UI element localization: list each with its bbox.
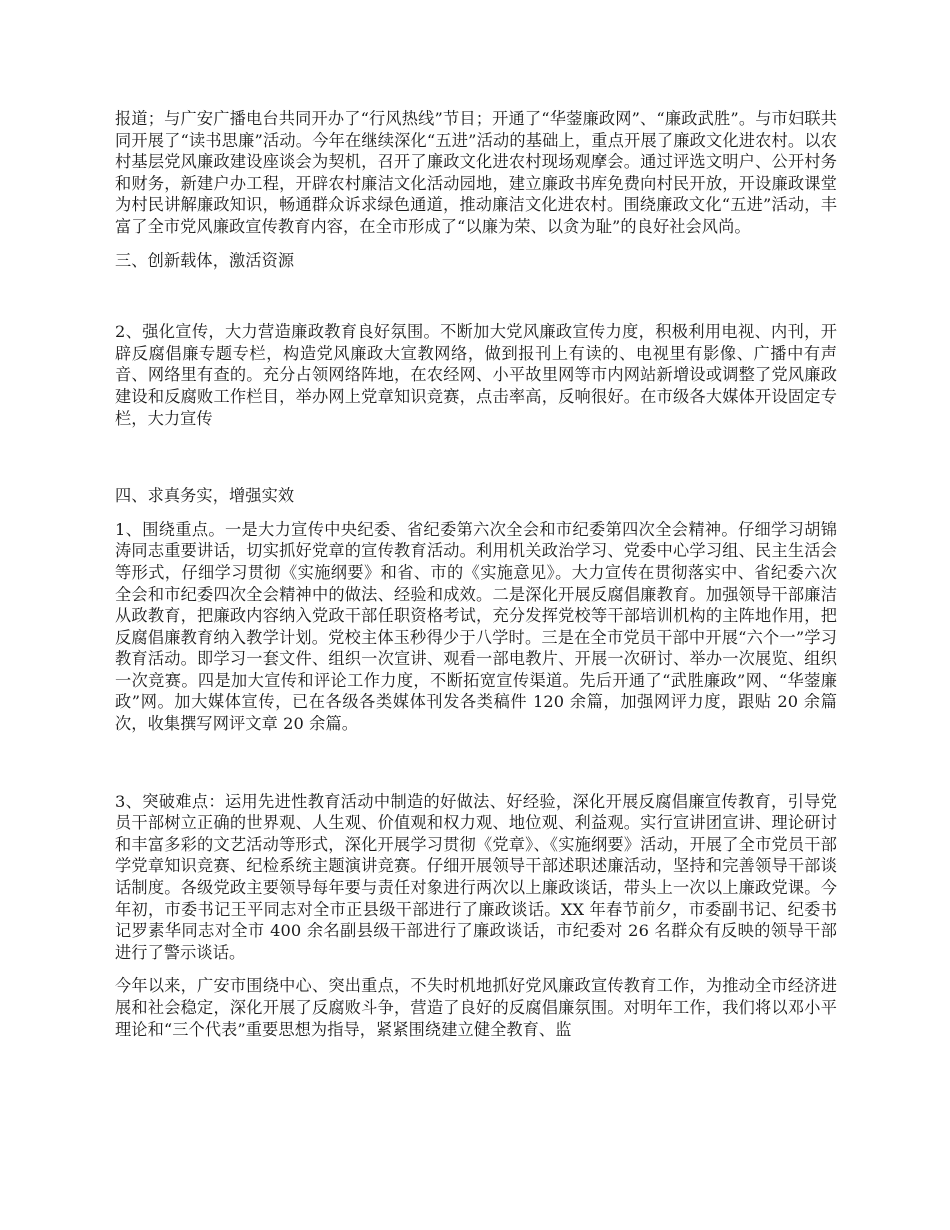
- section-heading-4: 四、求真务实，增强实效: [115, 486, 295, 506]
- paragraph-summary: 今年以来，广安市围绕中心、突出重点，不失时机地抓好党风廉政宣传教育工作，为推动全市经济进展和社会稳定，深化开展了反腐败斗争，营造了良好的反腐倡廉氛围。对明年工作，我们将以邓小平理论和“三个代表”重要思想为指导，紧紧围绕建立健全教育、监: [115, 976, 837, 1039]
- paragraph-publicity: 2、强化宣传，大力营造廉政教育良好氛围。不断加大党风廉政宣传力度，积极利用电视、内刊，开辟反腐倡廉专题专栏，构造党风廉政大宣教网络，做到报刊上有读的、电视里有影像、广播中有声音、网络里有查的。充分占领网络阵地，在农经网、小平故里网等市内网站新增设或调整了党风廉政建设和反腐败工作栏目，举办网上党章知识竞赛，点击率高，反响很好。在市级各大媒体开设固定专栏，大力宣传: [115, 322, 837, 428]
- section-heading-3: 三、创新载体，激活资源: [115, 250, 295, 270]
- paragraph-key-points: 1、围绕重点。一是大力宣传中央纪委、省纪委第六次全会和市纪委第四次全会精神。仔细学习胡锦涛同志重要讲话，切实抓好党章的宣传教育活动。利用机关政治学习、党委中心学习组、民主生活会等形式，仔细学习贯彻《实施纲要》和省、市的《实施意见》。大力宣传在贯彻落实中、省纪委六次全会和市纪委四次全会精神中的做法、经验和成效。二是深化开展反腐倡廉教育。加强领导干部廉洁从政教育，把廉政内容纳入党政干部任职资格考试，充分发挥党校等干部培训机构的主阵地作用，把反腐倡廉教育纳入教学计划。党校主体玉秒得少于八学时。三是在全市党员干部中开展“六个一”学习教育活动。即学习一套文件、组织一次宣讲、观看一部电教片、开展一次研讨、举办一次展览、组织一次竞赛。四是加大宣传和评论工作力度，不断拓宽宣传渠道。先后开通了“武胜廉政”网、“华蓥廉政”网。加大媒体宣传，已在各级各类媒体刊发各类稿件 120 余篇，加强网评力度，跟贴 20 余篇次，收集撰写网评文章 20 余篇。: [115, 519, 837, 734]
- document-body: [115, 108, 837, 1040]
- paragraph-intro: 报道；与广安广播电台共同开办了“行风热线”节目；开通了“华蓥廉政网”、“廉政武胜”。与市妇联共同开展了“读书思廉”活动。今年在继续深化“五进”活动的基础上，重点开展了廉政文化进农村。以农村基层党风廉政建设座谈会为契机，召开了廉政文化进农村现场观摩会。通过评选文明户、公开村务和财务，新建户办工程，开辟农村廉洁文化活动园地，建立廉政书库免费向村民开放，开设廉政课堂为村民讲解廉政知识，畅通群众诉求绿色通道，推动廉洁文化进农村。围绕廉政文化“五进”活动，丰富了全市党风廉政宣传教育内容，在全市形成了“以廉为荣、以贪为耻”的良好社会风尚。: [115, 109, 837, 236]
- paragraph-difficulties: 3、突破难点：运用先进性教育活动中制造的好做法、好经验，深化开展反腐倡廉宣传教育，引导党员干部树立正确的世界观、人生观、价值观和权力观、地位观、利益观。实行宣讲团宣讲、理论研讨和丰富多彩的文艺活动等形式，深化开展学习贯彻《党章》、《实施纲要》活动，开展了全市党员干部学党章知识竞赛、纪检系统主题演讲竞赛。仔细开展领导干部述职述廉活动，坚持和完善领导干部谈话制度。各级党政主要领导每年要与责任对象进行两次以上廉政谈话，带头上一次以上廉政党课。今年初，市委书记王平同志对全市正县级干部进行了廉政谈话。XX 年春节前夕，市委副书记、纪委书记罗素华同志对全市 400 余名副县级干部进行了廉政谈话，市纪委对 26 名群众有反映的领导干部进行了警示谈话。: [115, 791, 837, 962]
